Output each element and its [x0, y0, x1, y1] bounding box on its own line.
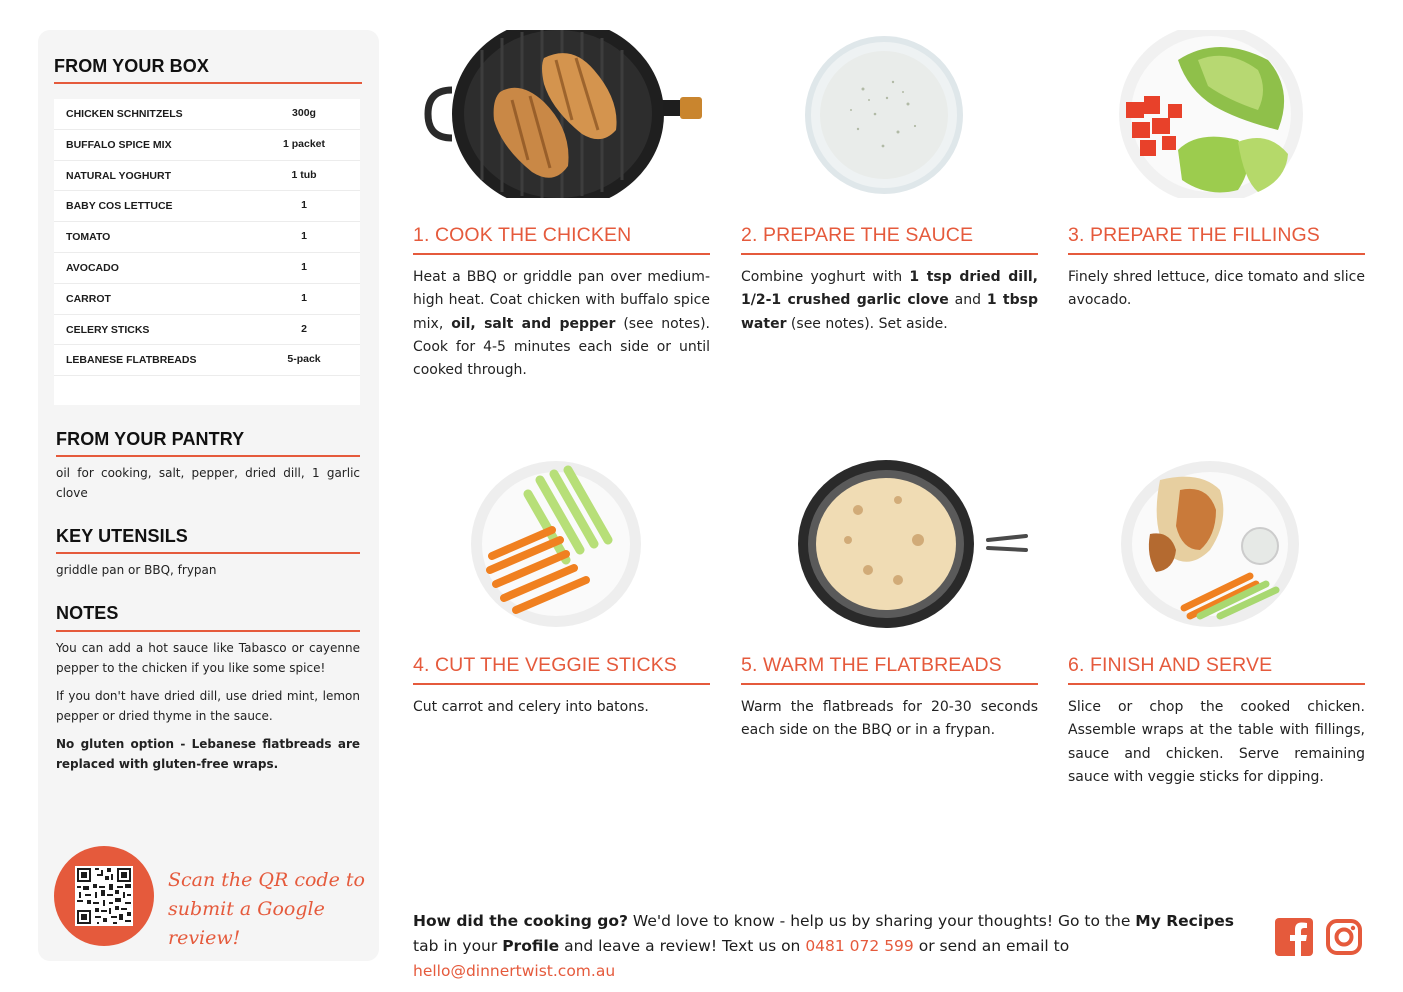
note-gluten-free: No gluten option - Lebanese flatbreads are replaced with gluten-free wraps.: [56, 737, 360, 771]
fillings-plate-image: [1118, 30, 1304, 198]
ingredient-name: TOMATO: [66, 231, 111, 244]
step-1-text-part: (see notes). Cook for 4-5 minutes each side or until cooked through.: [413, 315, 710, 379]
footer-bold: My Recipes: [1135, 912, 1234, 930]
note-dill-substitute: If you don't have dried dill, use dried mint, lemon pepper or dried thyme in the sauce.: [56, 689, 360, 723]
ingredient-name: CELERY STICKS: [66, 323, 150, 336]
step-2-rule: [741, 253, 1038, 255]
footer-text: tab in your: [413, 937, 503, 955]
table-row: [54, 161, 360, 192]
ingredient-qty: 1 tub: [291, 168, 317, 181]
qr-code-icon: [75, 866, 133, 926]
step-2-text: [741, 266, 1038, 336]
step-4-rule: [413, 683, 710, 685]
utensils-heading-rule: [56, 552, 360, 554]
veggie-sticks-image: [470, 460, 642, 628]
step-1-text-part: Heat a BBQ or griddle pan over medium-high heat. Coat chicken with buffalo spice mix,: [413, 269, 710, 332]
ingredient-name: CARROT: [66, 292, 111, 305]
pantry-text: oil for cooking, salt, pepper, dried dill, 1 garlic clove: [56, 466, 360, 500]
sidebar-panel: [38, 30, 379, 961]
yoghurt-bowl-image: [803, 34, 965, 196]
griddle-chicken-image: [422, 30, 702, 198]
pantry-heading-rule: [56, 455, 360, 457]
step-3-rule: [1068, 253, 1365, 255]
ingredient-qty: 2: [301, 322, 307, 335]
footer-text: or send an email to: [913, 937, 1070, 955]
ingredient-qty: 1 packet: [282, 137, 326, 150]
step-3-text: Finely shred lettuce, dice tomato and slice avocado.: [1068, 269, 1365, 309]
ingredient-name: LEBANESE FLATBREADS: [66, 354, 197, 367]
footer-text: We'd love to know - help us by sharing your thoughts! Go to the: [627, 912, 1136, 930]
footer-bold: How did the cooking go?: [413, 912, 628, 930]
step-1-text: [413, 266, 710, 382]
ingredient-qty: 1: [301, 199, 307, 212]
ingredient-name: CHICKEN SCHNITZELS: [66, 108, 183, 120]
table-row: [54, 99, 360, 130]
instagram-icon[interactable]: [1325, 918, 1363, 956]
utensils-heading: KEY UTENSILS: [56, 526, 188, 546]
step-6-rule: [1068, 683, 1365, 685]
ingredient-name: BUFFALO SPICE MIX: [66, 138, 172, 151]
step-4-text: Cut carrot and celery into batons.: [413, 699, 649, 715]
note-hot-sauce: You can add a hot sauce like Tabasco or cayenne pepper to the chicken if you like some spice!: [56, 641, 360, 675]
phone-link[interactable]: 0481 072 599: [805, 937, 914, 955]
footer-text: and leave a review! Text us on: [559, 937, 806, 955]
step-2-text-bold: 1 tbsp water: [741, 292, 1038, 332]
email-link[interactable]: hello@dinnertwist.com.au: [413, 962, 616, 980]
step-5-rule: [741, 683, 1038, 685]
box-heading: FROM YOUR BOX: [54, 56, 209, 76]
table-row: [54, 222, 360, 253]
review-footer: [413, 909, 1263, 984]
flatbread-pan-image: [798, 460, 1030, 628]
step-1-rule: [413, 253, 710, 255]
step-3-title: 3. PREPARE THE FILLINGS: [1068, 224, 1320, 246]
qr-caption-line-1: Scan the QR code to: [168, 869, 365, 891]
notes-heading-rule: [56, 630, 360, 632]
ingredient-qty: 1: [301, 261, 307, 273]
step-1-text-bold: oil, salt and pepper: [451, 315, 616, 332]
qr-caption: [168, 866, 368, 953]
ingredient-name: BABY COS LETTUCE: [66, 200, 173, 213]
step-5-text: Warm the flatbreads for 20-30 seconds each side on the BBQ or in a frypan.: [741, 699, 1038, 739]
ingredient-name: NATURAL YOGHURT: [66, 169, 171, 182]
step-6-title: 6. FINISH AND SERVE: [1068, 654, 1273, 676]
step-4-title: 4. CUT THE VEGGIE STICKS: [413, 654, 677, 676]
finished-wrap-image: [1120, 460, 1300, 628]
table-row: [54, 315, 360, 346]
step-2-text-part: (see notes). Set aside.: [786, 315, 948, 332]
step-1-title: 1. COOK THE CHICKEN: [413, 224, 632, 246]
box-heading-rule: [54, 82, 362, 84]
step-2-text-bold: 1 tsp dried dill, 1/2-1 crushed garlic clove: [741, 269, 1038, 309]
step-5-title: 5. WARM THE FLATBREADS: [741, 654, 1002, 676]
ingredient-qty: 300g: [292, 107, 316, 119]
facebook-icon[interactable]: [1275, 918, 1313, 956]
table-row: [54, 345, 360, 376]
notes-heading: NOTES: [56, 603, 119, 623]
step-2-text-part: and: [948, 292, 987, 309]
ingredient-qty: 1: [301, 291, 307, 304]
step-6-text: Slice or chop the cooked chicken. Assemble wraps at the table with fillings, sauce and chicken. Serve remaining sauce with veggie sticks for dipping.: [1068, 699, 1365, 785]
step-2-title: 2. PREPARE THE SAUCE: [741, 224, 974, 246]
ingredients-table: [54, 99, 360, 405]
qr-code[interactable]: [75, 866, 133, 926]
qr-badge: [54, 846, 154, 946]
ingredient-name: AVOCADO: [66, 262, 119, 274]
table-row: [54, 284, 360, 315]
step-2-text-part: Combine yoghurt with: [741, 269, 910, 285]
qr-caption-line-2: submit a Google review!: [168, 898, 325, 949]
pantry-heading: FROM YOUR PANTRY: [56, 429, 245, 449]
footer-bold: Profile: [502, 937, 560, 955]
table-row: [54, 191, 360, 222]
table-row: [54, 253, 360, 284]
ingredient-qty: 5-pack: [287, 353, 321, 366]
ingredient-qty: 1: [301, 230, 307, 243]
utensils-text: griddle pan or BBQ, frypan: [56, 563, 217, 577]
table-row: [54, 130, 360, 161]
